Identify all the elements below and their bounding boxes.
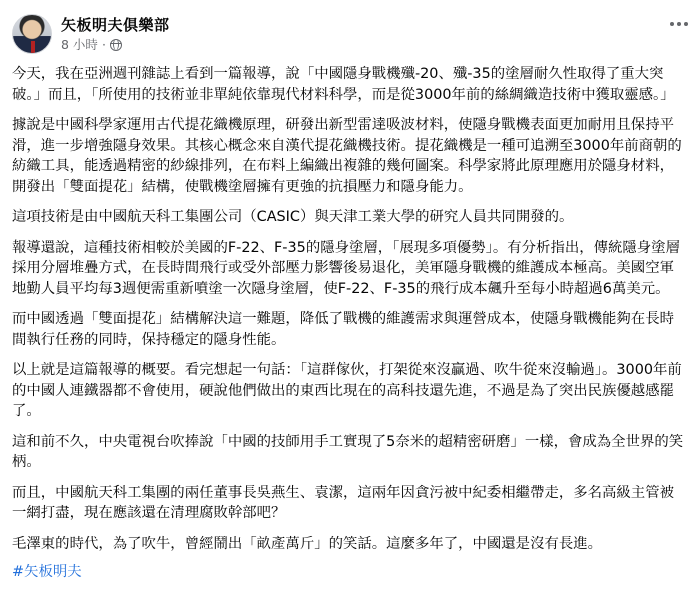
post-header: [12, 14, 170, 54]
meta-separator: ·: [101, 36, 106, 52]
post-timestamp[interactable]: 8 小時: [61, 36, 98, 52]
globe-icon[interactable]: [110, 39, 122, 51]
more-options-icon[interactable]: [670, 22, 688, 26]
avatar-tie: [31, 41, 35, 53]
post-paragraph: 而且，中國航天科工集團的兩任董事長吳燕生、袁潔，這兩年因貪污被中紀委相繼帶走，多名高級主管被一網打盡，現在應該還在清理腐敗幹部吧？: [12, 484, 674, 521]
post-paragraph: 這和前不久，中央電視台吹捧說「中國的技師用手工實現了5奈米的超精密研磨」一樣，會成為全世界的笑柄。: [12, 433, 684, 470]
post-paragraph: 這項技術是由中國航天科工集團公司（CASIC）與天津工業大學的研究人員共同開發的。: [12, 209, 574, 225]
post-paragraph: 報導還說，這種技術相較於美國的F-22、F-35的隱身塗層，「展現多項優勢」。有分析指出，傳統隱身塗層採用分層堆疊方式，在長時間飛行或受外部壓力影響後易退化，美軍隱身戰機的維護成本極高。美國空軍地勤人員平均每3週便需重新噴塗一次隱身塗層，使F-22、F-35的飛行成本飆升至每小時超過6萬美元。: [12, 239, 680, 297]
post-body: [12, 64, 688, 593]
post-meta: [61, 37, 170, 53]
post-paragraph: 據說是中國科學家運用古代提花織機原理，研發出新型雷達吸波材料，使隱身戰機表面更加耐用且保持平滑，進一步增強隱身效果。其核心概念來自漢代提花織機技術。提花織機是一種可追溯至3000年前商朝的紡織工具，能透過精密的紗線排列，在布料上編織出複雜的幾何圖案。科學家將此原理應用於隱身材料，開發出「雙面提花」結構，使戰機塗層擁有更強的抗損壓力和隱身能力。: [12, 117, 682, 195]
author-avatar[interactable]: [12, 14, 52, 54]
post-paragraph: 以上就是這篇報導的概要。看完想起一句話：「這群傢伙，打架從來沒贏過、吹牛從來沒輸過」。3000年前的中國人連鐵器都不會使用，硬說他們做出的東西比現在的高科技還先進，不過是為了突出民族優越感罷了。: [12, 362, 682, 419]
post-paragraph: 而中國透過「雙面提花」結構解決這一難題，降低了戰機的維護需求與運營成本，使隱身戰機能夠在長時間執行任務的同時，保持穩定的隱身性能。: [12, 311, 674, 348]
post-paragraph: 毛澤東的時代，為了吹牛，曾經鬧出「畝產萬斤」的笑話。這麼多年了，中國還是沒有長進。: [12, 535, 603, 552]
post-paragraph: 今天，我在亞洲週刊雜誌上看到一篇報導，說「中國隱身戰機殲-20、殲-35的塗層耐久性取得了重大突破。」而且，「所使用的技術並非單純依靠現代材料科學，而是從3000年前的絲綢織造技術中獲取靈感。」: [12, 66, 675, 103]
hashtag-link[interactable]: #矢板明夫: [12, 564, 82, 580]
author-name[interactable]: 矢板明夫俱樂部: [61, 15, 170, 34]
post-header-text: [61, 16, 170, 53]
